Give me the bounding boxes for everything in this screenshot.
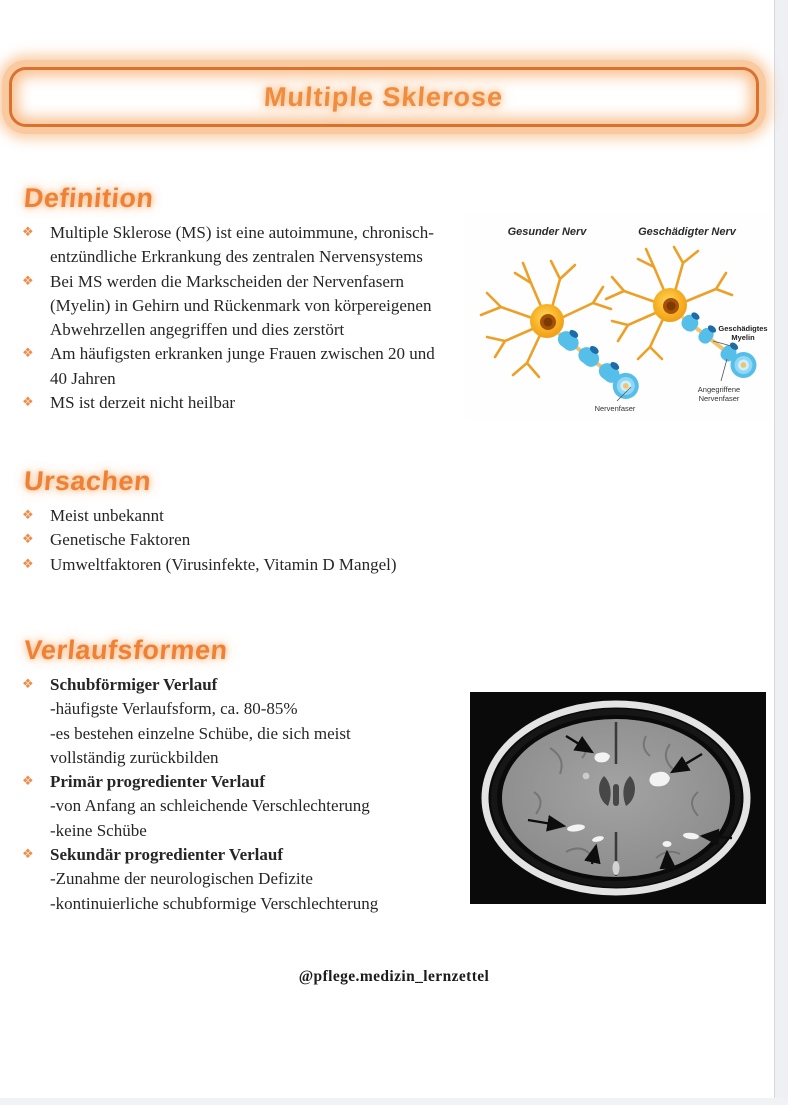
verlaufsformen-list (22, 673, 482, 916)
page-title: Multiple Sklerose (263, 81, 505, 112)
body-text-line: -es bestehen einzelne Schübe, die sich meist (50, 723, 351, 743)
body-text-line: entzündliche Erkrankung des zentralen Nervensystems (50, 247, 423, 267)
body-text-line: Genetische Faktoren (50, 530, 191, 550)
ursachen-list (22, 504, 482, 577)
damaged-myelin-label-2: Myelin (731, 333, 755, 342)
body-text-line: Abwehrzellen angegriffen und dies zerstört (50, 320, 345, 340)
healthy-neuron-illustration (481, 261, 644, 404)
list-item (22, 391, 482, 415)
body-text-line: -häufigste Verlaufsform, ca. 80-85% (50, 699, 298, 719)
attacked-fiber-label: Angegriffene (697, 385, 741, 394)
list-item (22, 770, 482, 843)
body-text-line: vollständig zurückbilden (50, 747, 219, 767)
page-edge-bottom (0, 1098, 788, 1105)
footer-credit: @pflege.medizin_lernzettel (298, 968, 490, 985)
diamond-bullet-icon: ❖ (22, 225, 34, 240)
damaged-neuron-illustration (606, 247, 762, 383)
diamond-bullet-icon: ❖ (22, 774, 34, 790)
diamond-bullet-icon: ❖ (22, 532, 34, 548)
body-text-line: -keine Schübe (50, 820, 147, 840)
body-text-line: (Myelin) in Gehirn und Rückenmark von körpereigenen (50, 295, 432, 315)
brain-mri-figure (470, 692, 766, 904)
body-text-line: -Zunahme der neurologischen Defizite (50, 869, 313, 889)
diamond-bullet-icon: ❖ (22, 508, 34, 523)
body-text-line: Am häufigsten erkranken junge Frauen zwischen 20 und (50, 344, 435, 364)
body-text-line: 40 Jahren (50, 368, 116, 388)
list-item (22, 553, 482, 577)
body-text-line: MS ist derzeit nicht heilbar (50, 393, 236, 413)
damaged-nerve-label: Geschädigter Nerv (638, 226, 736, 238)
course-type-title: Sekundär progredienter Verlauf (50, 845, 283, 865)
body-text-line: Bei MS werden die Markscheiden der Nervenfasern (50, 271, 405, 291)
nerve-fiber-label: Nervenfaser (594, 404, 636, 413)
body-text-line: Umweltfaktoren (Virusinfekte, Vitamin D Mangel) (50, 554, 397, 574)
attacked-fiber-pointer-line (721, 359, 727, 381)
diamond-bullet-icon: ❖ (22, 556, 34, 572)
diamond-bullet-icon: ❖ (22, 346, 34, 362)
list-item (22, 843, 482, 916)
neuron-figure-svg (465, 213, 771, 420)
neuron-comparison-figure (465, 213, 771, 420)
diamond-bullet-icon: ❖ (22, 395, 34, 411)
title-box (2, 60, 766, 134)
definition-list (22, 221, 482, 415)
mri-svg (470, 692, 766, 904)
list-item (22, 270, 482, 343)
attacked-fiber-label-2: Nervenfaser (698, 394, 740, 403)
section-heading-definition: Definition (22, 183, 155, 213)
diamond-bullet-icon: ❖ (22, 677, 34, 692)
damaged-myelin-label: Geschädigtes (718, 324, 768, 333)
list-item (22, 342, 482, 391)
diamond-bullet-icon: ❖ (22, 273, 34, 289)
page-edge-right (774, 0, 788, 1105)
section-heading-ursachen: Ursachen (22, 466, 153, 496)
list-item (22, 221, 482, 270)
title-box-inner (9, 67, 759, 127)
list-item (22, 673, 482, 770)
list-item (22, 504, 482, 528)
section-heading-verlaufsformen: Verlaufsformen (22, 635, 229, 665)
body-text-line: Meist unbekannt (50, 506, 164, 525)
healthy-nerve-label: Gesunder Nerv (507, 226, 587, 238)
course-type-title: Schubförmiger Verlauf (50, 675, 218, 694)
body-text-line: Multiple Sklerose (MS) ist eine autoimmune, chronisch- (50, 223, 434, 242)
course-type-title: Primär progredienter Verlauf (50, 772, 265, 792)
diamond-bullet-icon: ❖ (22, 847, 34, 863)
body-text-line: -kontinuierliche schubformige Verschlechterung (50, 893, 379, 913)
body-text-line: -von Anfang an schleichende Verschlechterung (50, 796, 370, 816)
list-item (22, 528, 482, 552)
